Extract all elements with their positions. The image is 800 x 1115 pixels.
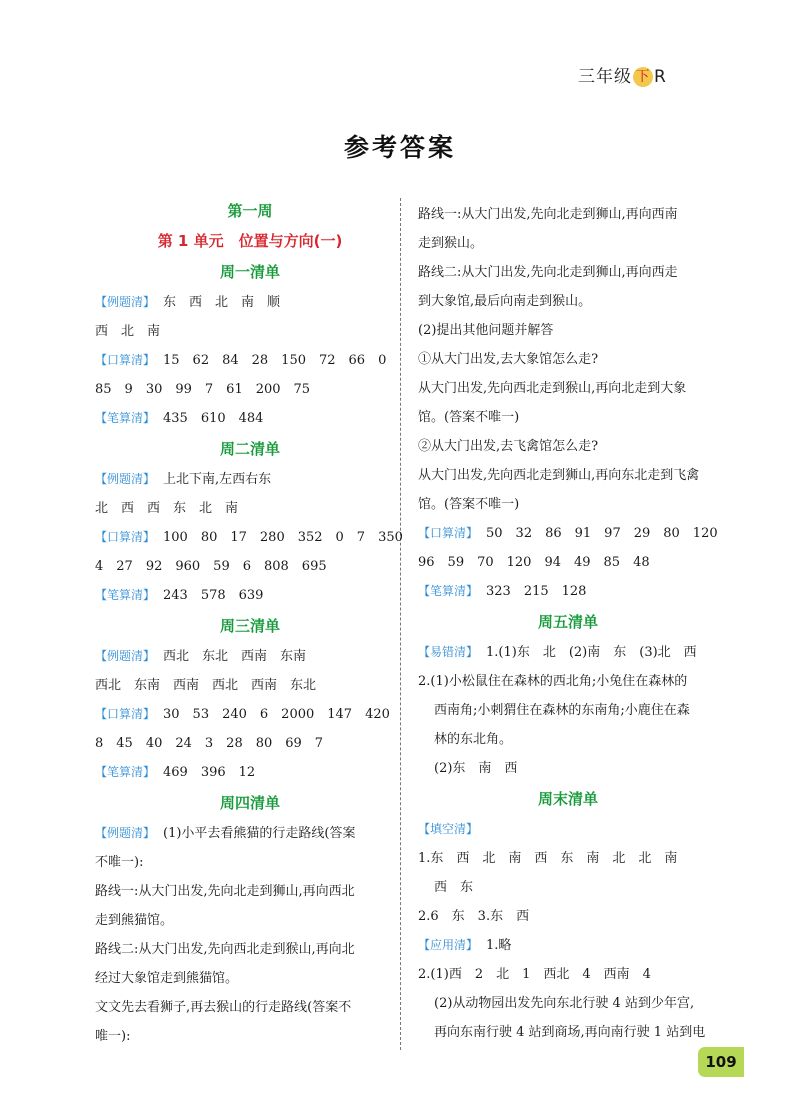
section-tag: 【笔算清】 [95, 588, 156, 602]
section-tag: 【易错清】 [418, 645, 479, 659]
list-item: 从大门出发,先向西北走到猴山,再向北走到大象 [418, 381, 687, 396]
list-item: 2.6 东 3.东 西 [418, 909, 530, 924]
wednesday-heading: 周三清单 [219, 617, 280, 635]
list-item: 林的东北角。 [434, 732, 513, 747]
list-item: (2)提出其他问题并解答 [418, 323, 554, 338]
list-item [95, 404, 405, 433]
section-tag: 【口算清】 [95, 707, 156, 721]
list-item: 路线一:从大门出发,先向北走到狮山,再向西南 [418, 207, 678, 222]
answer-text: 东 西 北 南 顺 [163, 295, 281, 310]
list-item: (2)从动物园出发先向东北行驶 4 站到少年宫, [434, 996, 695, 1011]
weekend-heading: 周末清单 [537, 790, 598, 808]
list-item: 96 59 70 120 94 49 85 48 [418, 555, 650, 570]
list-item: 2.(1)西 2 北 1 西北 4 西南 4 [418, 967, 651, 982]
week-heading: 第一周 [227, 202, 273, 220]
answer-text: 435 610 484 [163, 411, 264, 426]
list-item: ①从大门出发,去大象馆怎么走? [418, 352, 599, 367]
list-item: 路线一:从大门出发,先向北走到狮山,再向西北 [95, 884, 355, 899]
section-tag: 【填空清】 [418, 822, 479, 836]
answer-text: 323 215 128 [486, 584, 587, 599]
list-item [95, 642, 405, 671]
list-item: 走到熊猫馆。 [95, 913, 174, 928]
list-item [418, 577, 718, 606]
section-tag: 【例题清】 [95, 826, 156, 840]
section-tag: 【例题清】 [95, 295, 156, 309]
section-tag: 【笔算清】 [95, 411, 156, 425]
list-item: 8 45 40 24 3 28 80 69 7 [95, 736, 324, 751]
term-badge: 下 [633, 67, 653, 87]
answer-text: 1.(1)东 北 (2)南 东 (3)北 西 [486, 645, 697, 660]
unit-heading: 第 1 单元 位置与方向(一) [157, 232, 343, 250]
list-item: 路线二:从大门出发,先向西北走到猴山,再向北 [95, 942, 355, 957]
section-tag: 【口算清】 [95, 530, 156, 544]
list-item: 西 北 南 [95, 324, 161, 339]
list-item: 西北 东南 西南 西北 西南 东北 [95, 678, 317, 693]
list-item [418, 519, 718, 548]
list-item: 2.(1)小松鼠住在森林的西北角;小兔住在森林的 [418, 674, 688, 689]
list-item [95, 758, 405, 787]
left-column [95, 196, 405, 1051]
list-item [418, 931, 718, 960]
section-tag: 【口算清】 [418, 526, 479, 540]
list-item [95, 523, 405, 552]
answer-text: 243 578 639 [163, 588, 264, 603]
list-item: 再向东南行驶 4 站到商场,再向南行驶 1 站到电 [434, 1025, 706, 1040]
section-tag: 【笔算清】 [418, 584, 479, 598]
answer-text: 15 62 84 28 150 72 66 0 [163, 353, 387, 368]
list-item: 走到猴山。 [418, 236, 484, 251]
answer-text: 30 53 240 6 2000 147 420 [163, 707, 390, 722]
list-item: 85 9 30 99 7 61 200 75 [95, 382, 311, 397]
list-item: 路线二:从大门出发,先向北走到狮山,再向西走 [418, 265, 678, 280]
answer-text: (1)小平去看熊猫的行走路线(答案 [163, 826, 356, 841]
list-item: 不唯一): [95, 855, 144, 870]
list-item: 馆。(答案不唯一) [418, 410, 520, 425]
friday-heading: 周五清单 [537, 613, 598, 631]
list-item: 西 东 [434, 880, 474, 895]
list-item: 从大门出发,先向西北走到狮山,再向东北走到飞禽 [418, 468, 700, 483]
edition-letter: R [654, 67, 667, 87]
section-tag: 【例题清】 [95, 649, 156, 663]
section-tag: 【笔算清】 [95, 765, 156, 779]
list-item: 文文先去看狮子,再去猴山的行走路线(答案不 [95, 1000, 352, 1015]
list-item: 北 西 西 东 北 南 [95, 501, 239, 516]
list-item [95, 700, 405, 729]
page-number: 109 [698, 1047, 744, 1077]
list-item [418, 815, 718, 844]
list-item [95, 819, 405, 848]
list-item: 唯一): [95, 1029, 131, 1044]
list-item: 1.东 西 北 南 西 东 南 北 北 南 [418, 851, 678, 866]
list-item: ②从大门出发,去飞禽馆怎么走? [418, 439, 599, 454]
answer-text: 西北 东北 西南 东南 [163, 649, 307, 664]
list-item: 西南角;小刺猬住在森林的东南角;小鹿住在森 [434, 703, 690, 718]
grade-label [578, 62, 667, 87]
section-tag: 【例题清】 [95, 472, 156, 486]
page-title: 参考答案 [343, 133, 456, 162]
list-item: 到大象馆,最后向南走到猴山。 [418, 294, 592, 309]
list-item: 馆。(答案不唯一) [418, 497, 520, 512]
answer-text: 100 80 17 280 352 0 7 350 [163, 530, 403, 545]
answer-text: 上北下南,左西右东 [163, 472, 272, 487]
monday-heading: 周一清单 [219, 263, 280, 281]
list-item: 经过大象馆走到熊猫馆。 [95, 971, 239, 986]
list-item [95, 346, 405, 375]
thursday-heading: 周四清单 [219, 794, 280, 812]
tuesday-heading: 周二清单 [219, 440, 280, 458]
answer-text: 469 396 12 [163, 765, 256, 780]
list-item: 4 27 92 960 59 6 808 695 [95, 559, 327, 574]
grade-prefix: 三年级 [578, 67, 632, 87]
answer-text: 1.略 [486, 938, 512, 953]
list-item [95, 288, 405, 317]
list-item: (2)东 南 西 [434, 761, 518, 776]
section-tag: 【应用清】 [418, 938, 479, 952]
section-tag: 【口算清】 [95, 353, 156, 367]
answer-text: 50 32 86 91 97 29 80 120 [486, 526, 718, 541]
list-item [95, 581, 405, 610]
right-column [418, 200, 718, 1047]
list-item [95, 465, 405, 494]
list-item [418, 638, 718, 667]
